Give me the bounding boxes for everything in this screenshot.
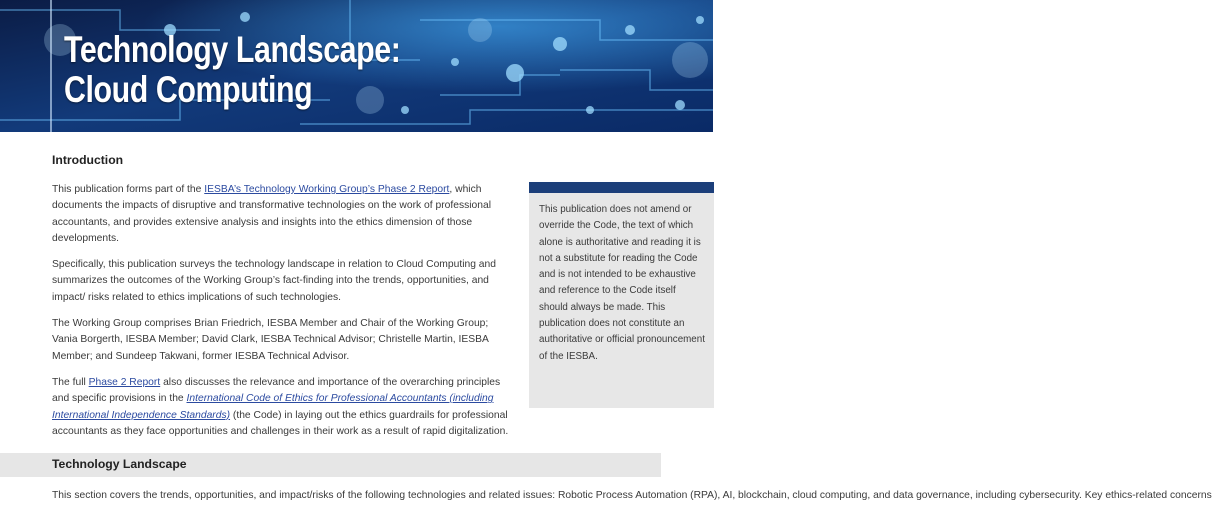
intro-p4-post: (the Code) in laying out the ethics guardrails for professional accountants as they face opportunities and challenges in their work as a result of rapid digitalization. [52, 409, 509, 437]
intro-p4-mid: also discusses the relevance and importance of the overarching principles and specific provisions in the [52, 376, 501, 405]
intro-p1-post: , which documents the impacts of disruptive and transformative technologies on the work of professional accountants, and provides extensive analysis and insights into the ethics dimension of those developments. [52, 184, 491, 244]
phase2-report-link[interactable]: IESBA’s Technology Working Group’s Phase 2 Report [204, 184, 450, 195]
disclaimer-sidebar [529, 182, 714, 408]
introduction-section [52, 152, 512, 450]
intro-paragraph-3: The Working Group comprises Brian Friedrich, IESBA Member and Chair of the Working Group; Vania Borgerth, IESBA Member; David Clark, IESBA Technical Advisor; Christelle Martin, IESBA Member; and Sundeep Takwani, former IESBA Technical Advisor. [52, 318, 489, 362]
title-line-2: Cloud Computing [64, 69, 313, 110]
technology-landscape-heading: Technology Landscape [52, 457, 187, 471]
introduction-heading: Introduction [52, 153, 124, 167]
intro-paragraph-1 [52, 182, 512, 247]
phase2-report-link-2[interactable]: Phase 2 Report [88, 376, 161, 388]
page-title [64, 30, 400, 110]
code-of-ethics-link[interactable]: International Code of Ethics for Professional Accountants (including International Independence Standards) [52, 393, 494, 421]
intro-p4-pre: The full [52, 376, 89, 388]
technology-landscape-paragraph: This section covers the trends, opportunities, and impact/risks of the following technologies and related issues: Robotic Process Automation (RPA), AI, blockchain, cloud computing, and data governance, including cybersecurity. Key ethics-related concerns [52, 490, 1212, 501]
intro-paragraph-2: Specifically, this publication surveys the technology landscape in relation to Cloud Computing and summarizes the outcomes of the Working Group’s fact-finding into the trends, opportunities, and impact/ risks related to ethics implications of such technologies. [52, 259, 496, 303]
header-banner [0, 0, 713, 132]
title-line-1: Technology Landscape: [64, 29, 401, 70]
intro-paragraph-4 [52, 375, 512, 440]
sidebar-accent-bar [529, 182, 714, 193]
technology-landscape-header [0, 453, 661, 477]
intro-p1-pre: This publication forms part of the [52, 184, 205, 195]
disclaimer-text: This publication does not amend or override the Code, the text of which alone is authoritative and reading it is not a substitute for reading the Code and is not intended to be exhaustive and reference to the Code itself should always be made. This publication does not constitute an authoritative or official pronouncement of the IESBA. [539, 204, 705, 362]
